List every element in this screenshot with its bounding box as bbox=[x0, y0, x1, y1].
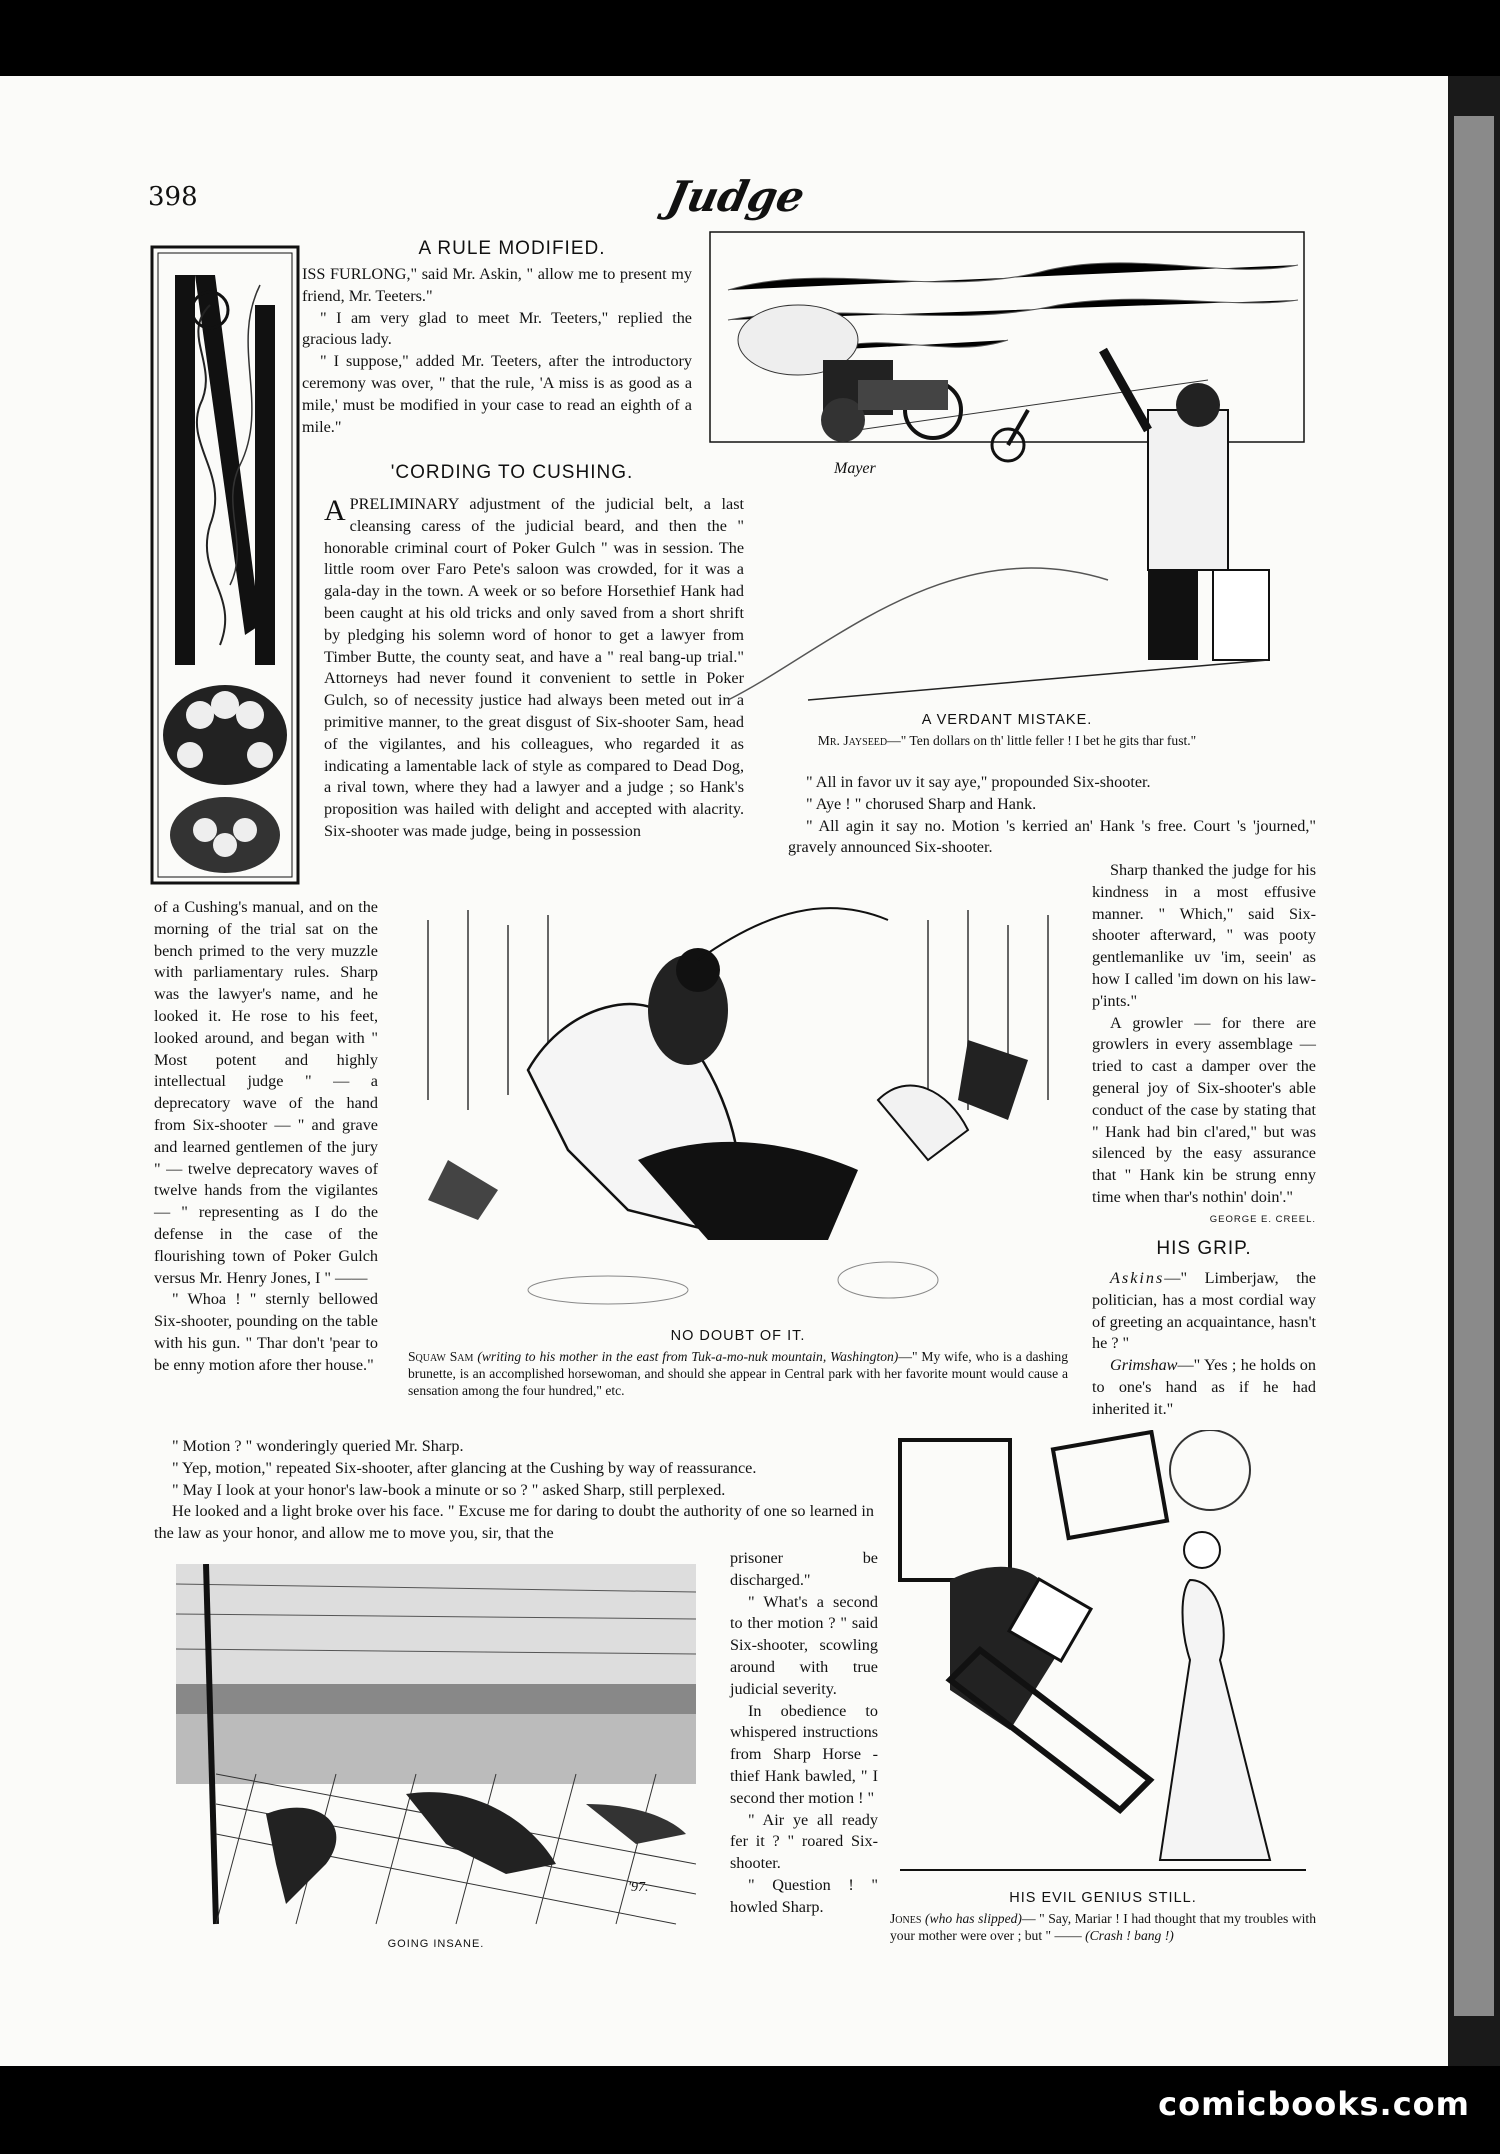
masthead: Judge bbox=[662, 172, 810, 221]
cushing-para: He looked and a light broke over his face. " Excuse me for daring to doubt the authority of one so learned in the law as your honor, and allow me to move you, sir, that the bbox=[154, 1502, 874, 1543]
cushing-para: " All agin it say no. Motion 's kerried an' Hank 's free. Court 's 'journed," gravely announced Six-shooter. bbox=[788, 816, 1316, 857]
page-number: 398 bbox=[148, 182, 198, 212]
cushing-para: " What's a second to ther motion ? " said Six-shooter, scowling around with true judicial severity. bbox=[730, 1592, 878, 1698]
cushing-para: " Aye ! " chorused Sharp and Hank. bbox=[806, 794, 1037, 813]
his-grip-para: Askins—" Limberjaw, the politician, has a most cordial way of greeting an acquaintance, hasn't he ? " bbox=[1092, 1269, 1316, 1353]
cushing-title: 'CORDING TO CUSHING. bbox=[390, 462, 634, 483]
cushing-para: of a Cushing's manual, and on the morning of the trial sat on the bench primed to the very muzzle with parliamentary rules. Sharp was the lawyer's name, and he looked it. He rose to his feet, looked around, and began with " Most potent and highly intellectual judge " — a deprecatory wave of the hand from Six-shooter — " and grave and learned gentlemen of the jury " — twelve deprecatory waves of twelve hands from the vigilantes — " representing as I do the defense in the case of the flourishing town of Poker Gulch versus Mr. Henry Jones, I " —— bbox=[154, 898, 378, 1287]
evil-genius-illustration bbox=[890, 1430, 1316, 1880]
no-doubt-caption: Squaw Sam (writing to his mother in the east from Tuk-a-mo-nuk mountain, Washington)—" My wife, who is a dashing brunette, is an accomplished horsewoman, and should she appear in Central park with her favorite mount would cause a sensation among the four hundred," etc. bbox=[408, 1349, 1068, 1398]
cushing-para: " Motion ? " wonderingly queried Mr. Sharp. bbox=[172, 1437, 464, 1455]
facing-page-edge bbox=[1448, 76, 1500, 2066]
cushing-para: " Yep, motion," repeated Six-shooter, after glancing at the Cushing by way of reassurance. bbox=[172, 1458, 757, 1477]
cushing-body-left bbox=[154, 897, 378, 1377]
his-grip-title: HIS GRIP. bbox=[1156, 1238, 1252, 1259]
cushing-para: " All in favor uv it say aye," propounded Six-shooter. bbox=[806, 773, 1151, 791]
verdant-artist-signature: Mayer bbox=[834, 460, 876, 477]
no-doubt-illustration bbox=[408, 900, 1068, 1320]
cushing-para: " May I look at your honor's law-book a minute or so ? " asked Sharp, still perplexed. bbox=[172, 1480, 726, 1499]
no-doubt-title: NO DOUBT OF IT. bbox=[670, 1328, 806, 1344]
evil-genius-caption: Jones (who has slipped)— " Say, Mariar ! I had thought that my troubles with your mother were over ; but " —— (Crash ! bang !) bbox=[890, 1911, 1316, 1943]
cushing-para: Sharp thanked the judge for his kindness in a most effusive manner. " Which," said Six-shooter afterward, " was pooty gentlemanlike uv 'im, seein' as how I called 'im down on his law-p'ints." bbox=[1092, 861, 1316, 1010]
his-grip-para: Grimshaw—" Yes ; he holds on to one's hand as if he had inherited it." bbox=[1092, 1356, 1316, 1418]
rule-modified-para: ISS FURLONG," said Mr. Askin, " allow me to present my friend, Mr. Teeters." bbox=[302, 265, 692, 305]
cushing-body-right bbox=[1092, 860, 1316, 1231]
going-insane-title: GOING INSANE. bbox=[387, 1938, 485, 1950]
decorative-initial-m bbox=[150, 245, 300, 885]
cushing-para: APRELIMINARY adjustment of the judicial belt, a last cleansing caress of the judicial beard, and then the " honorable criminal court of Poker Gulch " was in session. The little room over Faro Pete's saloon was crowded, for it was a gala-day in the town. A week or so before Horsethief Hank had been caught at his old tricks and only saved from a short shrift by pledging his solemn word of honor to get a lawyer from Timber Butte, the county seat, and have a " real bang-up trial." Attorneys had never found it convenient to settle in Poker Gulch, so of necessity justice had always been meted out in a primitive manner, to the great disgust of Six-shooter Sam, head of the vigilantes, and his colleagues, who regarded it as indicating a lamentable lack of style as compared to Dead Dog, a rival town, where they had a lawyer and a judge ; so Hank's proposition was hailed with delight and accepted with alacrity. Six-shooter was made judge, being in possession bbox=[324, 494, 744, 840]
going-insane-artist-mark: '97. bbox=[628, 1880, 649, 1895]
cushing-para: A growler — for there are growlers in every assemblage — tried to cast a damper over the general joy of Six-shooter's able conduct of the case by stating that " Hank had bin cl'ared," but was silenced by the easy assurance that " Hank kin be strung enny time when thar's nothin' doin'." bbox=[1092, 1013, 1316, 1206]
going-insane-illustration bbox=[176, 1564, 696, 1934]
drop-cap: A bbox=[324, 494, 346, 527]
rule-modified-body bbox=[302, 264, 692, 438]
cushing-para: In obedience to whispered instructions from Sharp Horse - thief Hank bawled, " I second ther motion ! " bbox=[730, 1701, 878, 1807]
cushing-para: " Whoa ! " sternly bellowed Six-shooter, pounding on the table with his gun. " Thar don't 'pear to be enny motion afore ther house." bbox=[154, 1290, 378, 1374]
cushing-para: " Air ye all ready fer it ? " roared Six-shooter. bbox=[730, 1810, 878, 1873]
verdant-mistake-title: A VERDANT MISTAKE. bbox=[921, 712, 1093, 728]
verdant-mistake-illustration bbox=[708, 230, 1306, 706]
cushing-body-narrow bbox=[730, 1548, 878, 1919]
cushing-body-wide bbox=[154, 1436, 874, 1545]
cushing-body-top bbox=[324, 494, 744, 843]
verdant-mistake-caption: Mr. Jayseed—" Ten dollars on th' little feller ! I bet he gits thar fust." bbox=[817, 733, 1197, 748]
rule-modified-title: A RULE MODIFIED. bbox=[418, 238, 606, 259]
article-signature: GEORGE E. CREEL. bbox=[1209, 1213, 1316, 1225]
cushing-para: prisoner be discharged." bbox=[730, 1549, 878, 1589]
cushing-para: " Question ! " howled Sharp. bbox=[730, 1875, 878, 1916]
cushing-body-right-top bbox=[788, 772, 1316, 859]
rule-modified-para: " I am very glad to meet Mr. Teeters," replied the gracious lady. bbox=[302, 308, 692, 349]
his-grip-body bbox=[1092, 1268, 1316, 1421]
rule-modified-para: " I suppose," added Mr. Teeters, after the introductory ceremony was over, " that the rule, 'A miss is as good as a mile,' must be modified in your case to read an eighth of a mile." bbox=[302, 352, 692, 436]
evil-genius-title: HIS EVIL GENIUS STILL. bbox=[1009, 1890, 1197, 1906]
watermark: comicbooks.com bbox=[1158, 2085, 1470, 2123]
